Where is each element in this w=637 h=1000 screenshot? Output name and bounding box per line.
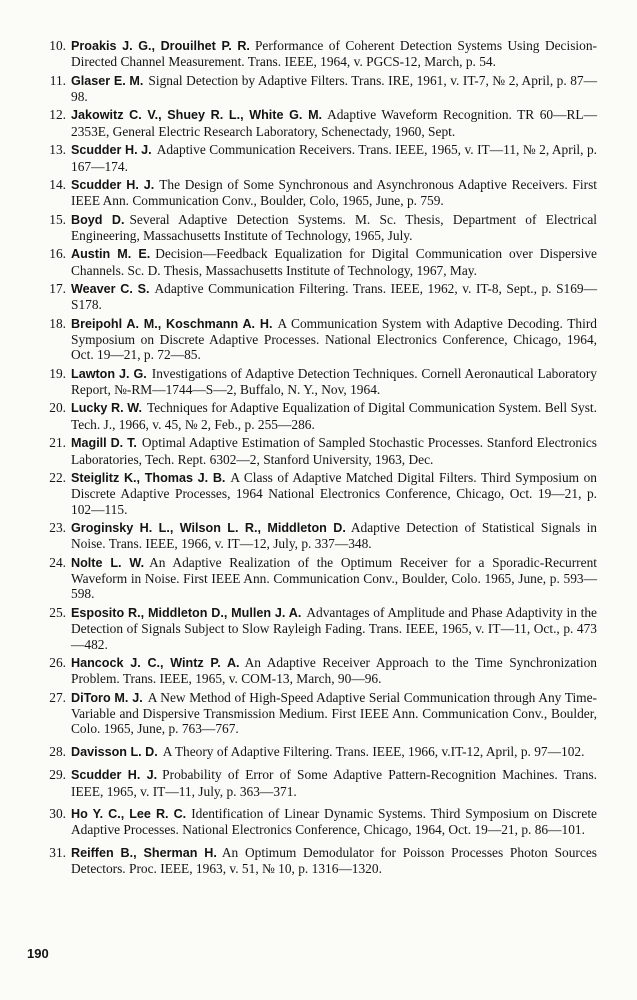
- reference-number: 10.: [49, 38, 66, 53]
- reference-authors: Breipohl A. M., Koschmann A. H.: [71, 316, 273, 331]
- reference-item: [0, 520, 637, 552]
- reference-number: 31.: [49, 844, 66, 860]
- reference-list: [0, 38, 637, 880]
- reference-text: An Optimum Demodulator for Poisson Processes Photon Sources Detectors. Proc. IEEE, 1963, v. 51, № 10, p. 1316—1320.: [71, 844, 597, 877]
- reference-authors: Weaver C. S.: [71, 281, 150, 296]
- reference-number: 25.: [49, 604, 66, 620]
- reference-number: 22.: [49, 469, 66, 485]
- reference-text: Investigations of Adaptive Detection Techniques. Cornell Aeronautical Laboratory Report, №-RM—1744—S—2, Buffalo, N. Y., Nov, 1964.: [71, 365, 597, 398]
- reference-text: A Theory of Adaptive Filtering. Trans. IEEE, 1966, v.IT-12, April, p. 97—102.: [162, 743, 585, 759]
- reference-item: [0, 655, 637, 687]
- reference-item: [0, 470, 637, 517]
- reference-authors: DiToro M. J.: [71, 690, 143, 705]
- reference-item: [0, 435, 637, 467]
- reference-text: An Adaptive Receiver Approach to the Time Synchronization Problem. Trans. IEEE, 1965, v. COM-13, March, 90—96.: [71, 654, 597, 687]
- reference-number: 21.: [49, 435, 66, 451]
- reference-text: A Communication System with Adaptive Decoding. Third Symposium on Discrete Adaptive Processes. National Electronics Conference, Chicago, 1964, Oct. 19—21, p. 72—85.: [71, 315, 597, 363]
- reference-authors: Reiffen B., Sherman H.: [71, 845, 217, 860]
- reference-number: 18.: [49, 315, 66, 331]
- reference-item: [0, 806, 637, 838]
- reference-text: Identification of Linear Dynamic Systems. Third Symposium on Discrete Adaptive Processes. National Electronics Conference, Chicago, 1964, Oct. 19—21, p. 86—101.: [71, 806, 597, 838]
- reference-text: Probability of Error of Some Adaptive Pattern-Recognition Machines. Trans. IEEE, 1965, v. IT—11, July, p. 363—371.: [71, 767, 597, 799]
- reference-item: [0, 212, 637, 244]
- reference-authors: Lawton J. G.: [71, 366, 147, 381]
- reference-text: Techniques for Adaptive Equalization of Digital Communication System. Bell Syst. Tech. J., 1966, v. 45, № 2, Feb., p. 255—286.: [71, 400, 597, 432]
- reference-authors: Proakis J. G., Drouilhet P. R.: [71, 39, 250, 53]
- reference-text: Optimal Adaptive Estimation of Sampled Stochastic Processes. Stanford Electronics Laboratories, Tech. Rept. 6302—2, Stanford University, 1963, Dec.: [71, 435, 597, 467]
- reference-text: Signal Detection by Adaptive Filters. Trans. IRE, 1961, v. IT-7, № 2, April, p. 87—98.: [71, 72, 597, 105]
- reference-authors: Scudder H. J.: [71, 768, 158, 783]
- reference-authors: Lucky R. W.: [71, 401, 142, 416]
- reference-number: 30.: [49, 806, 66, 822]
- reference-authors: Boyd D.: [71, 212, 125, 227]
- reference-item: [0, 107, 637, 139]
- reference-authors: Ho Y. C., Lee R. C.: [71, 807, 187, 822]
- reference-item: [0, 605, 637, 652]
- reference-number: 15.: [49, 211, 66, 227]
- reference-number: 11.: [49, 72, 66, 88]
- reference-number: 29.: [49, 767, 66, 783]
- reference-text: An Adaptive Realization of the Optimum Receiver for a Sporadic-Recurrent Waveform in Noise. First IEEE Ann. Communication Conv., Boulder, Colo. 1965, June, p. 593—598.: [71, 554, 597, 602]
- reference-text: Adaptive Communication Receivers. Trans. IEEE, 1965, v. IT—11, № 2, April, p. 167—174.: [71, 142, 597, 174]
- reference-number: 14.: [49, 176, 66, 192]
- reference-number: 23.: [49, 519, 66, 535]
- reference-text: Adaptive Communication Filtering. Trans. IEEE, 1962, v. IT-8, Sept., p. S169—S178.: [71, 280, 597, 313]
- reference-text: Decision—Feedback Equalization for Digital Communication over Dispersive Channels. Sc. D. Thesis, Massachusetts Institute of Technology, 1967, May.: [71, 246, 597, 278]
- reference-item: [0, 281, 637, 313]
- reference-number: 26.: [49, 654, 66, 670]
- reference-item: [0, 767, 637, 799]
- reference-item: [0, 316, 637, 363]
- reference-text: Advantages of Amplitude and Phase Adaptivity in the Detection of Signals Subject to Slow Rayleigh Fading. Trans. IEEE, 1965, v. IT—11, Oct., p. 473 —482.: [71, 604, 597, 652]
- reference-authors: Magill D. T.: [71, 436, 137, 451]
- reference-number: 19.: [49, 365, 66, 381]
- reference-number: 16.: [49, 246, 66, 262]
- reference-item: [0, 366, 637, 398]
- reference-authors: Jakowitz C. V., Shuey R. L., White G. M.: [71, 108, 323, 123]
- reference-authors: Steiglitz K., Thomas J. B.: [71, 470, 226, 485]
- reference-number: 17.: [49, 280, 66, 296]
- reference-item: [0, 73, 637, 105]
- reference-authors: Nolte L. W.: [71, 555, 145, 570]
- reference-authors: Groginsky H. L., Wilson L. R., Middleton D.: [71, 520, 346, 535]
- reference-text: Performance of Coherent Detection Systems Using Decision-Directed Channel Measurement. Trans. IEEE, 1964, v. PGCS-12, March, p. 54.: [71, 38, 598, 70]
- reference-item: [0, 744, 637, 760]
- reference-number: 28.: [49, 743, 66, 759]
- reference-item: [0, 555, 637, 602]
- reference-authors: Esposito R., Middleton D., Mullen J. A.: [71, 605, 302, 620]
- reference-text: Adaptive Detection of Statistical Signals in Noise. Trans. IEEE, 1966, v. IT—12, July, p. 337—348.: [71, 519, 597, 552]
- page-number: 190: [27, 946, 49, 961]
- reference-number: 13.: [49, 142, 66, 158]
- reference-number: 12.: [49, 107, 66, 123]
- reference-item: [0, 400, 637, 432]
- reference-item: [0, 38, 637, 70]
- reference-authors: Scudder H. J.: [71, 143, 152, 158]
- reference-item: [0, 246, 637, 278]
- reference-authors: Glaser E. M.: [71, 73, 144, 88]
- reference-number: 27.: [49, 689, 66, 705]
- reference-item: [0, 142, 637, 174]
- reference-item: [0, 690, 637, 737]
- reference-text: The Design of Some Synchronous and Asynchronous Adaptive Receivers. First IEEE Ann. Communication Conv., Boulder, Colo, 1965, June, p. 759.: [71, 176, 597, 209]
- reference-item: [0, 845, 637, 877]
- reference-authors: Scudder H. J.: [71, 177, 155, 192]
- reference-text: A New Method of High-Speed Adaptive Serial Communication through Any Time-Variable and Dispersive Transmission Medium. First IEEE Ann. Communication Conv., Boulder, Colo. 1965, June, p. 763—767.: [71, 689, 597, 737]
- reference-authors: Davisson L. D.: [71, 744, 158, 759]
- reference-text: A Class of Adaptive Matched Digital Filters. Third Symposium on Discrete Adaptive Processes, 1964 National Electronics Conference, Chicago, Oct. 19—21, p. 102—115.: [71, 469, 597, 517]
- reference-number: 20.: [49, 400, 66, 416]
- reference-item: [0, 177, 637, 209]
- reference-authors: Hancock J. C., Wintz P. A.: [71, 655, 240, 670]
- reference-text: Several Adaptive Detection Systems. M. Sc. Thesis, Department of Electrical Engineering, Massachusetts Institute of Technology, 1965, July.: [71, 211, 597, 243]
- reference-text: Adaptive Waveform Recognition. TR 60—RL—2353E, General Electric Research Laboratory, Schenectady, 1960, Sept.: [71, 107, 597, 139]
- reference-number: 24.: [49, 554, 66, 570]
- reference-authors: Austin M. E.: [71, 247, 151, 262]
